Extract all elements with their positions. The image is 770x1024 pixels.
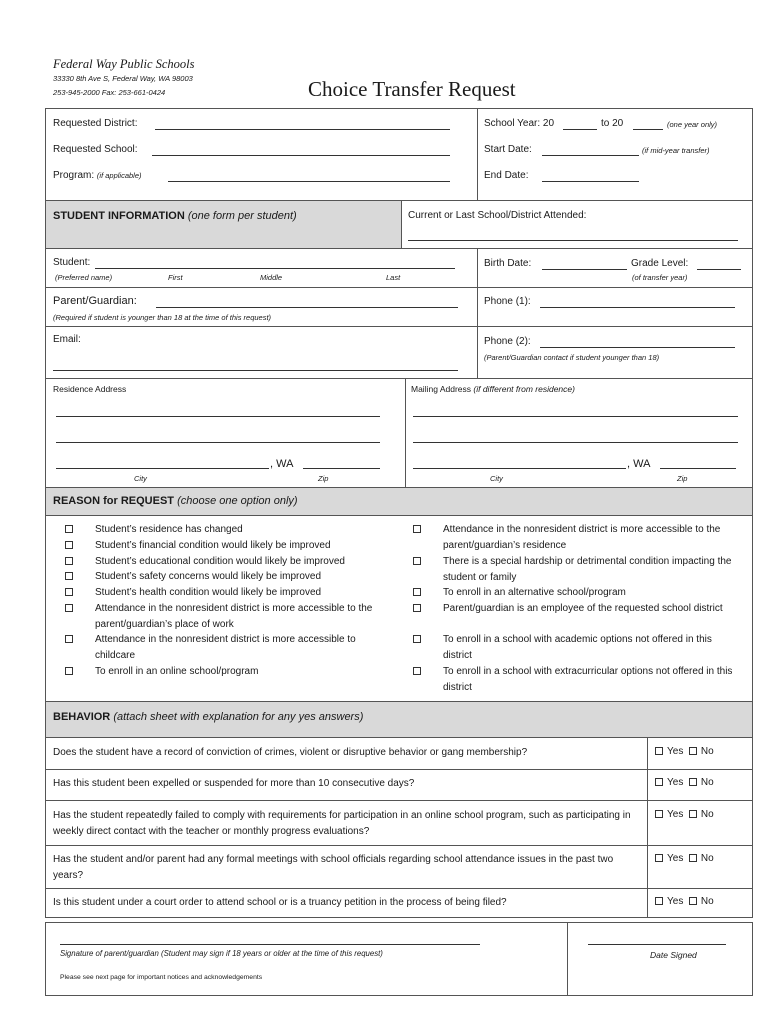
start-date-label: Start Date: xyxy=(484,144,532,155)
behavior-answer-4: Yes No xyxy=(655,896,714,907)
reason-checkbox[interactable] xyxy=(413,604,421,612)
current-school-field[interactable] xyxy=(408,240,738,241)
yes-checkbox[interactable] xyxy=(655,778,663,786)
behavior-answer-0: Yes No xyxy=(655,746,714,757)
school-year-label: School Year: 20 xyxy=(484,118,555,129)
program-label: Program: (if applicable) xyxy=(53,170,142,181)
reason-checkbox[interactable] xyxy=(413,525,421,533)
parent-guardian-label: Parent/Guardian: xyxy=(53,295,137,307)
behavior-question-4: Is this student under a court order to attend school or is a truancy petition in the process of being filed? xyxy=(53,897,507,908)
school-phone-fax: 253-945-2000 Fax: 253-661-0424 xyxy=(53,88,166,97)
preferred-name-caption: (Preferred name) xyxy=(55,273,113,282)
parent-guardian-field[interactable] xyxy=(156,307,458,308)
reason-right-item-3: Parent/guardian is an employee of the requested school district xyxy=(413,601,743,617)
parent-guardian-note: (Required if student is younger than 18 at the time of this request) xyxy=(53,313,272,322)
requested-school-field[interactable] xyxy=(152,155,450,156)
reason-left-item-1: Student’s financial condition would likely be improved xyxy=(65,538,395,554)
yes-checkbox[interactable] xyxy=(655,747,663,755)
signature-field[interactable] xyxy=(60,944,480,945)
student-info-header-bg xyxy=(46,201,401,248)
phone1-label: Phone (1): xyxy=(484,296,531,307)
end-date-field[interactable] xyxy=(542,181,639,182)
mailing-address-label: Mailing Address (if different from residence) xyxy=(411,384,575,394)
phone2-label: Phone (2): xyxy=(484,336,531,347)
reason-checkbox[interactable] xyxy=(413,667,421,675)
mailing-wa: , WA xyxy=(627,458,651,470)
current-school-label: Current or Last School/District Attended: xyxy=(408,210,587,221)
requested-school-label: Requested School: xyxy=(53,144,138,155)
yes-checkbox[interactable] xyxy=(655,854,663,862)
grade-level-note: (of transfer year) xyxy=(632,273,688,282)
grade-level-label: Grade Level: xyxy=(631,258,689,269)
next-page-note: Please see next page for important notices and acknowledgements xyxy=(60,974,263,981)
residence-line1-field[interactable] xyxy=(56,416,380,417)
yes-checkbox[interactable] xyxy=(655,810,663,818)
reason-left-item-0: Student’s residence has changed xyxy=(65,522,395,538)
reason-checkbox[interactable] xyxy=(65,557,73,565)
reason-checkbox[interactable] xyxy=(65,667,73,675)
phone1-field[interactable] xyxy=(540,307,735,308)
reason-left-item-3: Student’s safety concerns would likely be improved xyxy=(65,569,395,585)
behavior-question-2: Has the student repeatedly failed to comply with requirements for participation in an online school program, such as participating in weekly direct contact with the teacher or monthly progress evaluations? xyxy=(53,810,631,837)
student-label: Student: xyxy=(53,257,91,268)
residence-zip-field[interactable] xyxy=(303,468,380,469)
reason-heading: REASON for REQUEST (choose one option only) xyxy=(53,495,298,507)
residence-zip-caption: Zip xyxy=(318,474,329,483)
school-year-to-field[interactable] xyxy=(633,129,663,130)
residence-city-field[interactable] xyxy=(56,468,269,469)
no-checkbox[interactable] xyxy=(689,897,697,905)
phone2-field[interactable] xyxy=(540,347,735,348)
start-date-note: (if mid-year transfer) xyxy=(642,146,710,155)
residence-city-caption: City xyxy=(134,474,147,483)
form-title: Choice Transfer Request xyxy=(308,77,516,101)
middle-name-caption: Middle xyxy=(260,273,283,282)
reason-right-item-4: To enroll in a school with academic options not offered in this district xyxy=(413,632,743,663)
residence-line2-field[interactable] xyxy=(56,442,380,443)
school-year-from-field[interactable] xyxy=(563,129,597,130)
signature-label: Signature of parent/guardian (Student may sign if 18 years or older at the time of this request) xyxy=(60,949,383,958)
reason-checkbox[interactable] xyxy=(413,588,421,596)
date-signed-label: Date Signed xyxy=(650,950,697,960)
reason-checkbox[interactable] xyxy=(65,588,73,596)
behavior-question-3: Has the student and/or parent had any formal meetings with school officials regarding school attendance issues in the past two years? xyxy=(53,854,614,881)
end-date-label: End Date: xyxy=(484,170,529,181)
program-field[interactable] xyxy=(168,181,450,182)
school-year-note: (one year only) xyxy=(667,120,718,129)
behavior-answer-2: Yes No xyxy=(655,809,714,820)
reason-checkbox[interactable] xyxy=(65,604,73,612)
mailing-line1-field[interactable] xyxy=(413,416,738,417)
reason-checkbox[interactable] xyxy=(65,635,73,643)
behavior-answer-3: Yes No xyxy=(655,853,714,864)
reason-right-item-2: To enroll in an alternative school/program xyxy=(413,585,743,601)
requested-district-field[interactable] xyxy=(155,129,450,130)
no-checkbox[interactable] xyxy=(689,854,697,862)
birth-date-label: Birth Date: xyxy=(484,258,532,269)
email-field[interactable] xyxy=(53,370,458,371)
yes-checkbox[interactable] xyxy=(655,897,663,905)
reason-checkbox[interactable] xyxy=(65,525,73,533)
reason-checkbox[interactable] xyxy=(65,541,73,549)
behavior-question-0: Does the student have a record of conviction of crimes, violent or disruptive behavior or gang membership? xyxy=(53,747,528,758)
reason-left-item-2: Student’s educational condition would likely be improved xyxy=(65,554,395,570)
reason-left-item-6: Attendance in the nonresident district is more accessible to childcare xyxy=(65,632,395,663)
signature-box xyxy=(45,922,753,996)
start-date-field[interactable] xyxy=(542,155,639,156)
no-checkbox[interactable] xyxy=(689,747,697,755)
residence-address-label: Residence Address xyxy=(53,384,127,394)
student-info-heading: STUDENT INFORMATION (one form per student) xyxy=(53,210,297,222)
behavior-heading: BEHAVIOR (attach sheet with explanation for any yes answers) xyxy=(53,711,364,723)
birth-date-field[interactable] xyxy=(542,269,627,270)
reason-right-item-0: Attendance in the nonresident district is more accessible to the parent/guardian’s residence xyxy=(413,522,743,553)
reason-right-item-5: To enroll in a school with extracurricular options not offered in this district xyxy=(413,664,743,695)
first-name-caption: First xyxy=(168,273,183,282)
date-signed-field[interactable] xyxy=(588,944,726,945)
reason-checkbox[interactable] xyxy=(413,635,421,643)
no-checkbox[interactable] xyxy=(689,810,697,818)
phone2-note: (Parent/Guardian contact if student younger than 18) xyxy=(484,353,660,362)
residence-wa: , WA xyxy=(270,458,294,470)
behavior-question-1: Has this student been expelled or suspended for more than 10 consecutive days? xyxy=(53,778,415,789)
last-name-caption: Last xyxy=(386,273,401,282)
mailing-line2-field[interactable] xyxy=(413,442,738,443)
student-name-field[interactable] xyxy=(95,268,455,269)
reason-left-item-7: To enroll in an online school/program xyxy=(65,664,395,680)
school-year-to-label: to 20 xyxy=(601,118,624,129)
mailing-zip-field[interactable] xyxy=(660,468,736,469)
grade-level-field[interactable] xyxy=(697,269,741,270)
reason-left-item-4: Student’s health condition would likely be improved xyxy=(65,585,395,601)
reason-right-item-1: There is a special hardship or detrimental condition impacting the student or family xyxy=(413,554,743,585)
behavior-answer-1: Yes No xyxy=(655,777,714,788)
reason-checkbox[interactable] xyxy=(65,572,73,580)
mailing-city-caption: City xyxy=(490,474,503,483)
mailing-zip-caption: Zip xyxy=(677,474,688,483)
school-name: Federal Way Public Schools xyxy=(53,57,195,71)
school-address: 33330 8th Ave S, Federal Way, WA 98003 xyxy=(53,74,193,83)
reason-left-item-5: Attendance in the nonresident district is more accessible to the parent/guardian’s place of work xyxy=(65,601,395,632)
requested-district-label: Requested District: xyxy=(53,118,138,129)
email-label: Email: xyxy=(53,334,81,345)
reason-checkbox[interactable] xyxy=(413,557,421,565)
no-checkbox[interactable] xyxy=(689,778,697,786)
mailing-city-field[interactable] xyxy=(413,468,626,469)
